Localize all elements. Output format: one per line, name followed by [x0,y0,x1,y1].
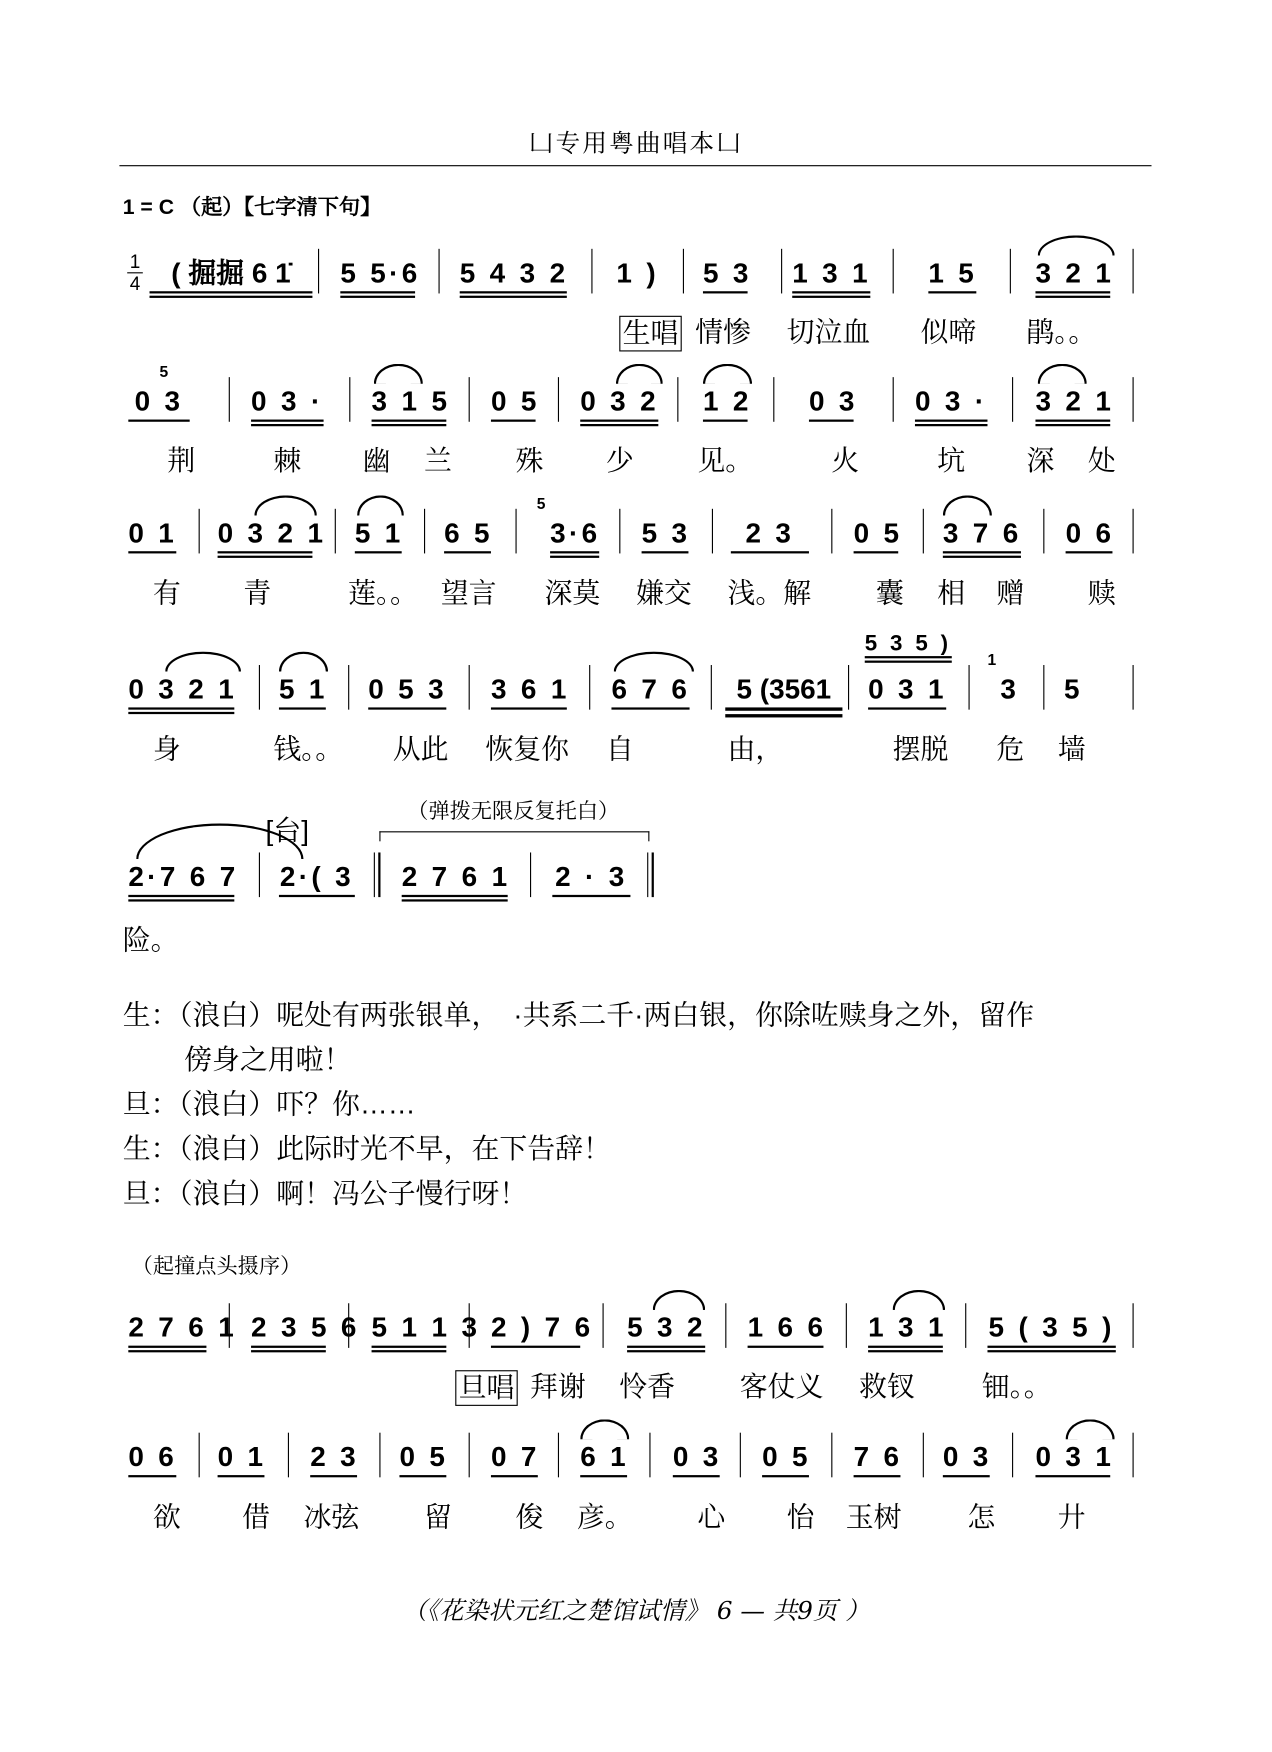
bar-line [969,665,970,710]
measure-notes: 0 3 2 1 [218,515,313,557]
lyric-text: 相 [937,577,966,610]
bar-line [831,509,832,554]
measure-notes: 0 7 [491,1439,538,1477]
lyric-text: 钿。。 [981,1371,1052,1403]
lyric-text: 嫌交 [636,577,692,610]
measure-notes: 1 5 [928,256,976,294]
measure-notes: 1 3 1 [868,1310,943,1352]
lyric-text: 玉树 [845,1501,902,1534]
lyric-text: 冰弦 [303,1501,360,1534]
measure-notes: 5 1 [355,515,402,553]
key-and-section [123,191,382,221]
lyric-text: 俊 [515,1501,544,1534]
lyric-text: 自 [605,734,634,766]
measure-notes: 2 3 [310,1439,357,1477]
double-bar-line [647,852,654,897]
bar-line [259,665,260,710]
lyric-text: 赎 [1087,577,1116,610]
bar-line [677,377,678,422]
lyric-text: 拜谢 [530,1371,586,1403]
lyric-text: 怜香 [619,1371,676,1403]
bar-line [424,509,425,554]
measure-notes: 3 2 1 [1035,384,1110,426]
bar-line [1133,665,1134,710]
lyric-text: 似啼 [920,316,977,349]
measure-notes: 2·7 6 7 [128,859,234,901]
measure-notes: 0 5 [399,1439,446,1477]
lyric-text: 从此 [392,734,449,766]
bar-line [589,665,590,710]
lyric-text: 青 [243,577,272,610]
slur-arc [614,652,694,672]
dialogue-line [123,1088,416,1121]
bar-line [379,1433,380,1478]
measure-notes: 0 6 [128,1439,176,1477]
lyric-text: 危 [996,734,1025,766]
bar-line [348,1303,349,1348]
singer-role-box: 旦唱 [455,1370,518,1406]
lyric-text: 留 [424,1501,452,1534]
slur-arc [165,652,241,672]
bar-line [848,665,849,710]
bar-line [469,1303,470,1348]
bar-line [1010,249,1011,294]
measure-notes: 3 7 6 [943,515,1021,557]
section-title: （起）【七字清下句】 [179,196,382,220]
dialogue-line [123,1177,528,1210]
bar-line [1133,249,1134,294]
lyric-text: 由， [727,734,784,766]
lyric-text: 怎 [967,1501,996,1534]
lyric-text: 情惨 [695,316,751,349]
dialogue-speaker: 生： [122,1133,179,1165]
dialogue-tag: （浪白） [178,1089,277,1121]
lyric-text: 险。 [122,924,179,957]
measure-notes: 5 3 2 [627,1310,705,1352]
bar-line [1133,1303,1134,1348]
lyric-text: 少 [605,445,634,477]
bar-line [1043,665,1044,710]
slur-arc [893,1290,945,1310]
bar-line [288,1433,289,1478]
measure-notes: 3 6 1 [491,672,567,710]
dialogue-text: 吓？你…… [276,1089,416,1121]
measure-notes: 5 ( 3 5 ) [987,1310,1115,1352]
measure-notes: 3·6 [550,515,599,557]
lyric-text: 身 [152,734,181,766]
slur-arc [580,1419,629,1439]
lyric-text: 兰 [424,445,452,477]
bar-line [1133,509,1134,554]
dialogue-line [123,1133,611,1166]
stage-mark: [台] [265,815,309,847]
lyric-text: 切泣血 [786,316,871,349]
bar-line [831,1433,832,1478]
measure-notes: 0 3 1 [868,672,946,710]
bar-line [469,1433,470,1478]
slur-arc [357,495,404,515]
measure-notes: 5 3 [703,256,748,294]
lyric-text: 处 [1087,445,1116,477]
bar-line [923,1433,924,1478]
lyric-text: 有 [152,577,181,610]
bar-line [1012,377,1013,422]
bar-line [603,1303,604,1348]
measure-notes: 0 1 [218,1439,265,1477]
dialogue-speaker: 生： [122,999,179,1031]
measure-notes: 0 3 [128,384,189,422]
lyric-text: 怡 [786,1501,815,1534]
measure-notes: 5 1 1 3 [372,1310,447,1352]
measure-notes: 2 7 6 1 [402,859,508,901]
bar-line [712,509,713,554]
measure-notes: 3 2 1 [1035,256,1110,298]
measure-notes: 0 3 1 [1035,1439,1110,1477]
lyric-text: 望言 [440,577,497,610]
time-signature [127,252,143,293]
measure-notes: 5 [1063,673,1083,706]
bar-line [893,377,894,422]
bar-line [318,249,319,294]
measure-notes: 6 7 6 [611,672,689,710]
measure-notes: ( 掘掘 6 1̇ [150,256,313,298]
measure-notes: 0 5 [854,515,899,553]
measure-notes: 2 · 3 [552,859,630,897]
dialogue-tag: （浪白） [178,1133,277,1165]
singer-role-box: 生唱 [619,316,682,352]
bar-line [1012,1433,1013,1478]
slur-arc [1066,1419,1115,1439]
slur-arc [254,495,316,515]
measure-notes: 3 [1000,673,1020,706]
bar-line [349,377,350,422]
bar-line [1043,509,1044,554]
dialogue-speaker: 旦： [122,1089,179,1121]
lyric-text: 深 [1026,445,1055,477]
bar-line [923,509,924,554]
measure-notes: 2·( 3 [279,859,355,897]
measure-notes: 0 6 [1066,515,1113,553]
measure-notes: 0 3 [809,384,854,422]
bar-line [1133,377,1134,422]
slur-arc [703,364,752,384]
lyric-text: 客仗义 [739,1371,824,1403]
key-signature: 1 = C [122,196,175,220]
bar-line [649,1433,650,1478]
bar-line [773,377,774,422]
measure-notes: 0 3 · [915,384,988,426]
measure-notes: 2 ) 7 6 [491,1310,580,1348]
page-footer: （《花染状元红之楚馆试情》 6 — 共9页 ） [402,1597,870,1626]
lyric-text: 棘 [273,445,302,477]
lyric-text: 荆 [167,445,196,477]
time-sig-denominator: 4 [129,273,141,295]
measure-notes: 0 5 3 [368,672,446,710]
lyric-text: 摆脱 [892,734,949,766]
lyric-text: 见。 [697,445,754,477]
time-sig-numerator: 1 [129,251,141,273]
measure-notes: 6 1 [580,1439,627,1477]
measure-notes: 0 3 [673,1439,720,1477]
bar-line [558,1433,559,1478]
measure-notes: 2 3 5 6 [251,1310,326,1352]
lyric-text: 钱。。 [273,734,344,766]
lyric-text: 救钗 [859,1371,915,1403]
bar-line [530,852,531,897]
measure-notes: 5 1 [279,672,326,710]
slur-arc [943,495,992,515]
lyric-text: 赠 [996,577,1025,610]
bar-line [965,1303,966,1348]
grace-note: 5 [536,494,546,513]
dialogue-line [123,999,1034,1032]
measure-notes: 5 5·6 [340,256,415,298]
repeat-bracket [379,831,649,841]
lyric-text: 幽 [362,445,391,477]
dialogue-text: 此际时光不早，在下告辞！ [276,1133,611,1165]
interlude-label: （起撞点头摄序） [131,1255,302,1279]
bar-line [683,249,684,294]
measure-notes: 6 5 [444,515,491,553]
measure-notes: 5 4 3 2 [460,256,567,298]
bar-line [199,1433,200,1478]
measure-notes: 0 3 · [251,384,324,426]
measure-notes: 0 3 [943,1439,990,1477]
lyric-text: 欲 [152,1501,181,1534]
measure-notes: 0 5 [491,384,536,422]
bar-line [740,1433,741,1478]
bar-line [591,249,592,294]
bar-line [893,249,894,294]
measure-notes: 3 1 5 [372,384,447,426]
lyric-text: 鹃。。 [1026,316,1097,349]
measure-notes: 5 (3561 [725,672,842,718]
measure-notes: 7 6 [854,1439,901,1477]
slur-arc [653,1290,705,1310]
bar-line [469,377,470,422]
bar-line [199,509,200,554]
lyric-text: 火 [831,445,860,477]
lyric-text: 心 [697,1501,726,1534]
lyric-text: 莲。。 [348,577,418,610]
above-notes: 5 3 5 ) [865,632,952,663]
lyric-text: 廾 [1057,1501,1086,1534]
measure-notes: 0 5 [762,1439,809,1477]
bar-line [439,249,440,294]
slur-arc [1038,235,1115,255]
dialogue-text: 啊！冯公子慢行呀！ [276,1178,528,1210]
lyric-text: 墙 [1057,734,1086,766]
bar-line [229,377,230,422]
grace-note: 5 [159,362,169,381]
slur-arc [1038,364,1087,384]
slur-arc [279,652,328,672]
dialogue-continuation: 傍身之用啦！ [184,1044,352,1076]
lyric-text: 彦。 [576,1501,633,1534]
bar-line [348,665,349,710]
lyric-text: 囊 [875,577,904,610]
grace-note: 1 [987,650,997,669]
lyric-text: 恢复你 [485,734,570,766]
measure-notes: 1 3 1 [792,256,870,298]
bracket-label: （弹拨无限反复托白） [407,800,620,824]
lyric-text: 殊 [515,445,544,477]
header-divider [119,165,1151,166]
measure-notes: 2 3 [731,515,809,553]
bar-line [846,1303,847,1348]
slur-arc [374,364,423,384]
lyric-text: 浅。解 [727,577,812,610]
measure-notes: 5 3 [642,515,689,553]
dialogue-tag: （浪白） [178,999,277,1031]
measure-notes: 1 2 [703,384,748,422]
dialogue-tag: （浪白） [178,1178,277,1210]
measure-notes: 2 7 6 1 [128,1310,206,1352]
measure-notes: 0 3 2 1 [128,672,234,714]
measure-notes: 0 3 2 [580,384,658,426]
measure-notes: 0 1 [128,515,176,553]
slur-arc [616,364,663,384]
measure-notes: 1 ) [616,257,659,289]
bar-line [781,249,782,294]
double-bar-line [374,852,381,897]
bar-line [711,665,712,710]
bar-line [619,509,620,554]
measure-notes: 1 6 6 [748,1310,824,1348]
dialogue-text: 呢处有两张银单， ·共系二千·两白银，你除咗赎身之外，留作 [276,999,1034,1031]
bar-line [515,509,516,554]
lyric-text: 深莫 [544,577,601,610]
bar-line [558,377,559,422]
bar-line [229,1303,230,1348]
bar-line [335,509,336,554]
bar-line [469,665,470,710]
dialogue-speaker: 旦： [122,1178,179,1210]
bar-line [725,1303,726,1348]
lyric-text: 借 [242,1501,271,1534]
lyric-text: 坑 [937,445,966,477]
bar-line [1133,1433,1134,1478]
page-header-title: 凵专用粤曲唱本凵 [528,130,744,159]
